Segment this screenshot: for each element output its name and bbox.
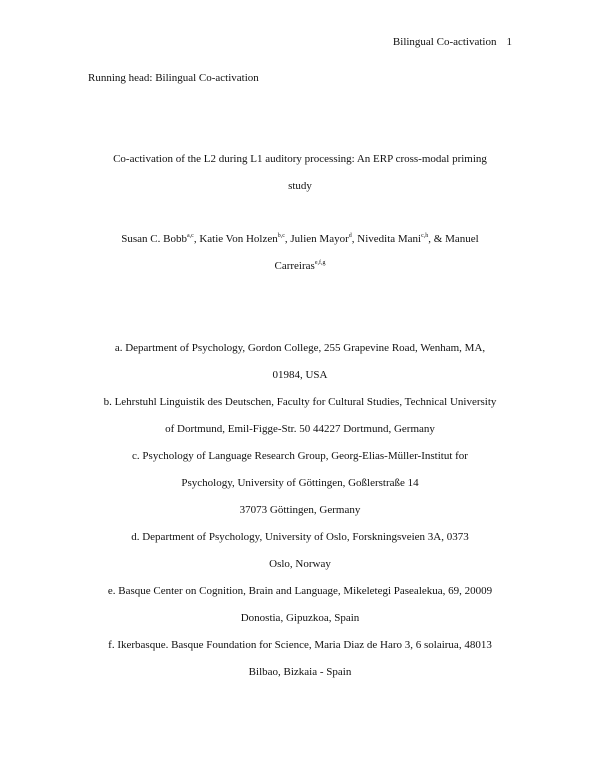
affiliation-a-line-2: 01984, USA bbox=[272, 369, 328, 381]
affiliation-e-line-2: Donostia, Gipuzkoa, Spain bbox=[240, 612, 360, 624]
author-affiliation-marker: c,h bbox=[421, 233, 429, 239]
author-name: Susan C. Bobb bbox=[121, 233, 187, 245]
affiliation-f-line-2: Bilbao, Bizkaia - Spain bbox=[248, 666, 352, 678]
affiliation-c-line-1: c. Psychology of Language Research Group, Georg-Elias-Müller-Institut for bbox=[132, 450, 468, 462]
author-affiliation-marker: d bbox=[348, 233, 352, 239]
affiliation-e-line-1: e. Basque Center on Cognition, Brain and Language, Mikeletegi Pasealekua, 69, 20009 bbox=[107, 585, 493, 597]
author-name: Julien Mayor bbox=[290, 233, 349, 245]
affiliation-d-line-2: Oslo, Norway bbox=[269, 558, 331, 570]
paper-title-line-1: Co-activation of the L2 during L1 auditory processing: An ERP cross-modal priming bbox=[113, 153, 487, 165]
author-affiliation-marker: e,f,g bbox=[314, 260, 326, 266]
author-affiliation-marker: a,c bbox=[186, 233, 194, 239]
running-head: Running head: Bilingual Co-activation bbox=[88, 72, 259, 84]
author-line-2 bbox=[0, 260, 600, 272]
affiliation-c-line-2: Psychology, University of Göttingen, Goßlerstraße 14 bbox=[181, 477, 419, 489]
author-name: Nivedita Mani bbox=[357, 233, 422, 245]
header-short-title: Bilingual Co-activation bbox=[392, 36, 497, 48]
page-number: 1 bbox=[506, 36, 512, 48]
affiliation-a-line-1: a. Department of Psychology, Gordon College, 255 Grapevine Road, Wenham, MA, bbox=[114, 342, 486, 354]
affiliation-d-line-1: d. Department of Psychology, University of Oslo, Forskningsveien 3A, 0373 bbox=[131, 531, 469, 543]
author-line-1 bbox=[0, 233, 600, 245]
author-name: Katie Von Holzen bbox=[199, 233, 278, 245]
paper-title-line-2: study bbox=[288, 180, 312, 192]
affiliation-b-line-2: of Dortmund, Emil-Figge-Str. 50 44227 Dortmund, Germany bbox=[165, 423, 435, 435]
affiliation-b-line-1: b. Lehrstuhl Linguistik des Deutschen, Faculty for Cultural Studies, Technical University bbox=[103, 396, 497, 408]
page-header bbox=[393, 36, 512, 48]
author-separator: , bbox=[284, 233, 291, 245]
author-name: Carreiras bbox=[274, 260, 315, 272]
author-separator: , bbox=[351, 233, 358, 245]
author-separator: , & Manuel bbox=[428, 233, 479, 245]
author-separator: , bbox=[193, 233, 200, 245]
author-affiliation-marker: b,c bbox=[277, 233, 285, 239]
affiliation-c-line-3: 37073 Göttingen, Germany bbox=[239, 504, 361, 516]
affiliation-f-line-1: f. Ikerbasque. Basque Foundation for Science, Maria Diaz de Haro 3, 6 solairua, 48013 bbox=[108, 639, 492, 651]
